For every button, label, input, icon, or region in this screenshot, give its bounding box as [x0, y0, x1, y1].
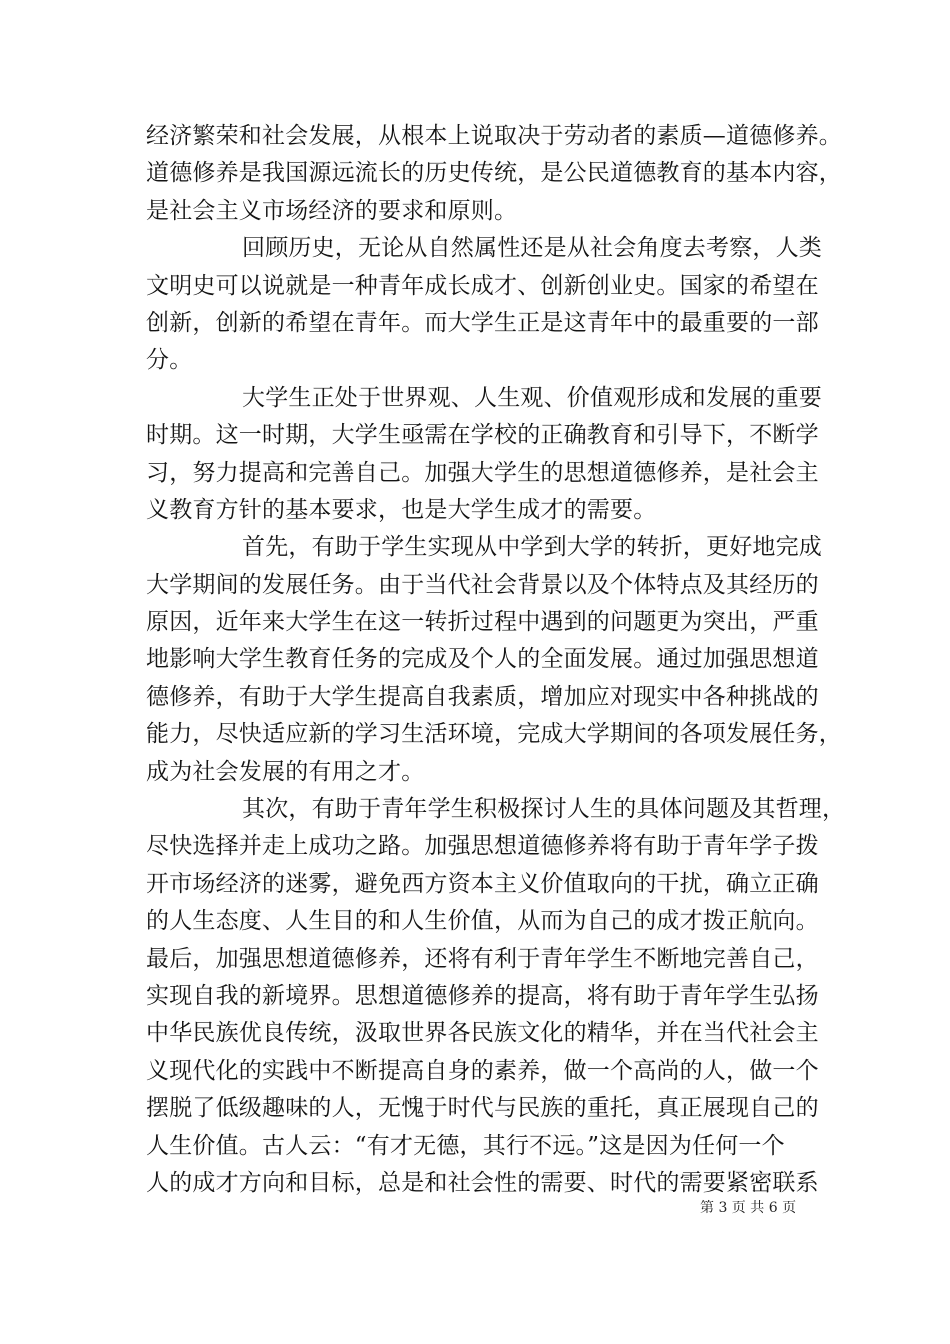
text-line: 能力，尽快适应新的学习生活环境，完成大学期间的各项发展任务，	[146, 721, 842, 748]
text-line: 实现自我的新境界。思想道德修养的提高，将有助于青年学生弘扬	[146, 982, 819, 1009]
text-line: 义现代化的实践中不断提高自身的素养，做一个高尚的人，做一个	[146, 1057, 819, 1084]
text-line: 地影响大学生教育任务的完成及个人的全面发展。通过加强思想道	[146, 646, 819, 673]
text-line: 道德修养是我国源远流长的历史传统，是公民道德教育的基本内容，	[146, 160, 842, 187]
text-line: 尽快选择并走上成功之路。加强思想道德修养将有助于青年学子拨	[146, 833, 819, 860]
text-line: 成为社会发展的有用之才。	[146, 758, 425, 785]
text-line: 原因，近年来大学生在这一转折过程中遇到的问题更为突出，严重	[146, 609, 819, 636]
text-line: 人生价值。古人云：“有才无德，其行不远。”这是因为任何一个	[146, 1132, 785, 1159]
paragraph-start-line: 首先，有助于学生实现从中学到大学的转折，更好地完成	[242, 534, 822, 561]
text-line: 开市场经济的迷雾，避免西方资本主义价值取向的干扰，确立正确	[146, 870, 819, 897]
text-line: 德修养，有助于大学生提高自我素质，增加应对现实中各种挑战的	[146, 683, 819, 710]
paragraph-start-line: 大学生正处于世界观、人生观、价值观形成和发展的重要	[242, 384, 822, 411]
text-line: 中华民族优良传统，汲取世界各民族文化的精华，并在当代社会主	[146, 1020, 819, 1047]
body-text	[146, 118, 846, 1202]
paragraph-start-line: 其次，有助于青年学生积极探讨人生的具体问题及其哲理，	[242, 796, 846, 823]
text-line: 经济繁荣和社会发展，从根本上说取决于劳动者的素质—道德修养。	[146, 123, 842, 149]
paragraph-start-line: 回顾历史，无论从自然属性还是从社会角度去考察，人类	[242, 235, 822, 262]
page-number-footer: 第 3 页 共 6 页	[700, 1200, 797, 1216]
text-line: 习，努力提高和完善自己。加强大学生的思想道德修养，是社会主	[146, 459, 819, 486]
text-line: 文明史可以说就是一种青年成长成才、创新创业史。国家的希望在	[146, 272, 819, 299]
text-line: 人的成才方向和目标，总是和社会性的需要、时代的需要紧密联系	[146, 1169, 819, 1196]
text-line: 义教育方针的基本要求，也是大学生成才的需要。	[146, 496, 657, 523]
text-line: 创新，创新的希望在青年。而大学生正是这青年中的最重要的一部	[146, 309, 819, 336]
text-line: 的人生态度、人生目的和人生价值，从而为自己的成才拨正航向。	[146, 908, 819, 935]
text-line: 大学期间的发展任务。由于当代社会背景以及个体特点及其经历的	[146, 571, 819, 598]
text-line: 摆脱了低级趣味的人，无愧于时代与民族的重托，真正展现自己的	[146, 1095, 819, 1122]
text-line: 时期。这一时期，大学生亟需在学校的正确教育和引导下，不断学	[146, 422, 819, 449]
text-line: 最后，加强思想道德修养，还将有利于青年学生不断地完善自己，	[146, 945, 819, 972]
text-line: 分。	[146, 347, 193, 374]
text-line: 是社会主义市场经济的要求和原则。	[146, 197, 518, 224]
